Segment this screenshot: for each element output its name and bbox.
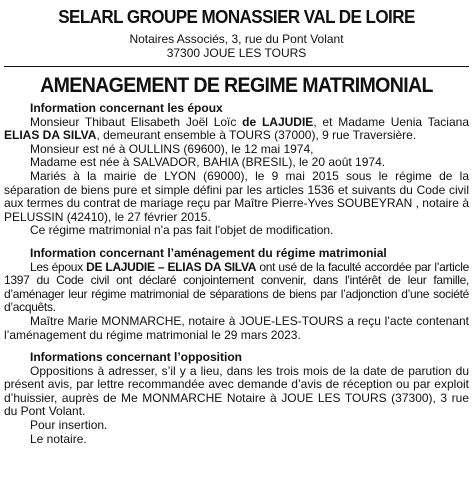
husband-birth: Monsieur est né à OULLINS (69600), le 12 mai 1974, xyxy=(30,141,314,156)
spouses-text: , et Madame Uenia Taciana xyxy=(313,114,469,129)
arrangement-text: Les époux xyxy=(30,259,87,274)
arrangement-paragraph xyxy=(4,261,469,315)
section-arrangement-heading: Information concernant l’aménagement du régime matrimonial xyxy=(30,245,387,260)
signature-notary: Le notaire. xyxy=(30,431,87,446)
firm-address-line1: Notaires Associés, 3, rue du Pont Volant xyxy=(129,32,344,46)
section-opposition-heading: Informations concernant l’opposition xyxy=(30,350,243,365)
firm-address-line2: 37300 JOUE LES TOURS xyxy=(166,46,307,60)
section-spouses-heading: Information concernant les époux xyxy=(30,101,223,115)
notice-title: AMENAGEMENT DE REGIME MATRIMONIAL xyxy=(40,73,433,97)
wife-surname: ELIAS DA SILVA xyxy=(4,128,97,143)
marriage-paragraph: Mariés à la mairie de LYON (69000), le 9 mai 2015 sous le régime de la séparation de biens pure et simple défini par les articles 1536 et suivants du Code civil aux termes du contrat de mariage reçu par Maître Pierre-Yves SOUBEYRAN , notaire à PELUSSIN (42410), le 27 février 2015. xyxy=(4,168,469,224)
section-opposition xyxy=(4,351,469,446)
wife-birth: Madame est née à SALVADOR, BAHIA (BRESIL), le 20 août 1974. xyxy=(30,155,386,170)
spouses-names: DE LAJUDIE – ELIAS DA SILVA xyxy=(86,259,257,274)
spouses-identity-paragraph xyxy=(4,116,469,143)
header-divider xyxy=(4,66,469,67)
husband-surname: de LAJUDIE xyxy=(242,114,314,129)
spouses-text: Monsieur Thibaut Elisabeth Joël Loïc xyxy=(30,114,243,129)
notary-deed-paragraph: Maître Marie MONMARCHE, notaire à JOUE-LES-TOURS a reçu l’acte contenant l’aménagement du régime matrimonial le 29 mars 2023. xyxy=(4,313,469,342)
arrangement-text: ont usé de la faculté accordée par l’article 1397 du Code civil ont déclaré conjointement convenir, dans l’intérêt de leur famille, d’aménager leur régime matrimonial de séparations de biens par l’adjonction d’une société d’acquêts. xyxy=(4,259,469,315)
section-arrangement xyxy=(4,247,469,342)
for-insertion: Pour insertion. xyxy=(30,418,108,433)
section-spouses xyxy=(4,102,469,238)
no-modification-note: Ce régime matrimonial n'a pas fait l'objet de modification. xyxy=(30,223,334,238)
firm-name: SELARL GROUPE MONASSIER VAL DE LOIRE xyxy=(58,6,415,27)
spouses-address: , demeurant ensemble à TOURS (37000), 9 rue Traversière. xyxy=(96,128,417,143)
opposition-paragraph: Oppositions à adresser, s’il y a lieu, dans les trois mois de la date de parution du présent avis, par lettre recommandée avec demande d’avis de réception ou par exploit d’huissier, auprès de Me MONMARCHE Notaire à JOUE LES TOURS (37300), 3 rue du Pont Volant. xyxy=(4,363,469,419)
